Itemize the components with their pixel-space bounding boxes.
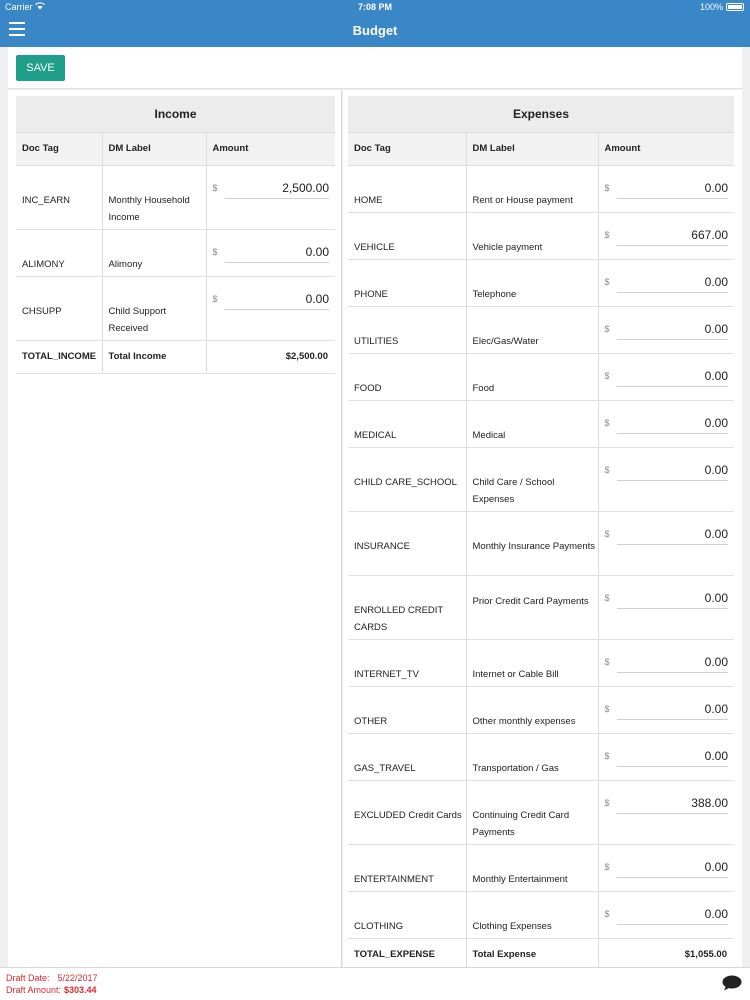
dm-label-cell: Other monthly expenses xyxy=(466,686,598,733)
amount-cell xyxy=(598,447,734,511)
dm-label-cell: Monthly Insurance Payments xyxy=(466,511,598,575)
table-row xyxy=(16,229,335,276)
amount-cell xyxy=(598,259,734,306)
draft-amount-label: Draft Amount: xyxy=(6,985,62,995)
dm-label-cell: Medical xyxy=(466,400,598,447)
currency-symbol: $ xyxy=(604,861,610,872)
dm-label-cell: Vehicle payment xyxy=(466,212,598,259)
dm-label-cell: Continuing Credit Card Payments xyxy=(466,780,598,844)
amount-input[interactable]: 0.00 xyxy=(617,524,729,545)
table-row xyxy=(348,639,734,686)
currency-symbol: $ xyxy=(604,370,610,381)
dm-label-cell: Child Support Received xyxy=(102,276,206,340)
dm-label-cell: Monthly Household Income xyxy=(102,165,206,229)
currency-symbol: $ xyxy=(604,750,610,761)
amount-input[interactable]: 0.00 xyxy=(617,904,729,925)
col-doc-tag: Doc Tag xyxy=(348,133,466,165)
amount-cell xyxy=(598,306,734,353)
doc-tag-cell: INC_EARN xyxy=(16,165,102,229)
currency-symbol: $ xyxy=(604,229,610,240)
doc-tag-cell: FOOD xyxy=(348,353,466,400)
amount-input[interactable]: 0.00 xyxy=(617,413,729,434)
dm-label-cell: Telephone xyxy=(466,259,598,306)
doc-tag-cell: INTERNET_TV xyxy=(348,639,466,686)
table-row xyxy=(16,165,335,229)
amount-cell xyxy=(598,639,734,686)
currency-symbol: $ xyxy=(604,592,610,603)
amount-cell xyxy=(206,229,335,276)
col-amount: Amount xyxy=(598,133,734,165)
table-row xyxy=(348,306,734,353)
income-table xyxy=(16,133,335,374)
table-row xyxy=(348,259,734,306)
amount-cell xyxy=(206,276,335,340)
currency-symbol: $ xyxy=(604,323,610,334)
currency-symbol: $ xyxy=(604,276,610,287)
table-row xyxy=(348,511,734,575)
doc-tag-cell: INSURANCE xyxy=(348,511,466,575)
dm-label-cell: Clothing Expenses xyxy=(466,891,598,938)
amount-cell xyxy=(598,165,734,212)
toolbar xyxy=(8,47,742,89)
battery-percent: 100% xyxy=(699,2,723,12)
doc-tag-cell: ENTERTAINMENT xyxy=(348,844,466,891)
status-battery xyxy=(700,2,744,12)
table-row xyxy=(348,780,734,844)
dm-label-cell: Child Care / School Expenses xyxy=(466,447,598,511)
dm-label-cell: Rent or House payment xyxy=(466,165,598,212)
table-row xyxy=(16,276,335,340)
save-button[interactable]: SAVE xyxy=(16,55,65,81)
amount-input[interactable]: 0.00 xyxy=(617,588,729,609)
draft-footer xyxy=(0,967,750,1000)
col-amount: Amount xyxy=(206,133,335,165)
amount-cell xyxy=(598,353,734,400)
currency-symbol: $ xyxy=(212,182,218,193)
carrier-label: Carrier xyxy=(5,2,33,12)
expenses-panel xyxy=(343,90,742,967)
table-row xyxy=(348,891,734,938)
currency-symbol: $ xyxy=(212,293,218,304)
dm-label-cell: Prior Credit Card Payments xyxy=(466,575,598,639)
table-row xyxy=(348,733,734,780)
dm-label-cell: Transportation / Gas xyxy=(466,733,598,780)
col-dm-label: DM Label xyxy=(102,133,206,165)
draft-amount xyxy=(6,985,97,995)
total-tag: TOTAL_INCOME xyxy=(16,340,102,373)
amount-input[interactable]: 0.00 xyxy=(617,319,729,340)
amount-cell xyxy=(598,780,734,844)
amount-input[interactable]: 0.00 xyxy=(617,178,729,199)
amount-input[interactable]: 0.00 xyxy=(225,289,330,310)
table-row xyxy=(348,844,734,891)
income-panel xyxy=(8,90,342,967)
amount-cell xyxy=(598,891,734,938)
amount-cell xyxy=(598,686,734,733)
amount-input[interactable]: 0.00 xyxy=(617,699,729,720)
amount-input[interactable]: 2,500.00 xyxy=(225,178,330,199)
amount-cell xyxy=(598,844,734,891)
doc-tag-cell: CHSUPP xyxy=(16,276,102,340)
expenses-table xyxy=(348,133,734,972)
status-time: 7:08 PM xyxy=(357,2,392,12)
budget-page xyxy=(0,47,750,967)
currency-symbol: $ xyxy=(604,417,610,428)
currency-symbol: $ xyxy=(604,182,610,193)
dm-label-cell: Monthly Entertainment xyxy=(466,844,598,891)
currency-symbol: $ xyxy=(604,464,610,475)
amount-cell xyxy=(598,400,734,447)
expenses-title: Expenses xyxy=(348,96,734,133)
dm-label-cell: Food xyxy=(466,353,598,400)
doc-tag-cell: HOME xyxy=(348,165,466,212)
dm-label-cell: Alimony xyxy=(102,229,206,276)
currency-symbol: $ xyxy=(604,528,610,539)
currency-symbol: $ xyxy=(604,797,610,808)
total-label: Total Expense xyxy=(466,938,598,971)
amount-input[interactable]: 388.00 xyxy=(617,793,729,814)
total-tag: TOTAL_EXPENSE xyxy=(348,938,466,971)
col-doc-tag: Doc Tag xyxy=(16,133,102,165)
total-amount: $1,055.00 xyxy=(598,938,734,971)
doc-tag-cell: UTILITIES xyxy=(348,306,466,353)
battery-icon xyxy=(726,3,744,11)
currency-symbol: $ xyxy=(604,703,610,714)
currency-symbol: $ xyxy=(604,908,610,919)
dm-label-cell: Internet or Cable Bill xyxy=(466,639,598,686)
amount-cell xyxy=(598,575,734,639)
table-row xyxy=(348,575,734,639)
doc-tag-cell: OTHER xyxy=(348,686,466,733)
table-row xyxy=(348,353,734,400)
col-dm-label: DM Label xyxy=(466,133,598,165)
table-row xyxy=(348,686,734,733)
currency-symbol: $ xyxy=(212,246,218,257)
table-row xyxy=(348,400,734,447)
draft-amount-value: $303.44 xyxy=(64,985,97,995)
doc-tag-cell: PHONE xyxy=(348,259,466,306)
amount-cell xyxy=(206,165,335,229)
doc-tag-cell: VEHICLE xyxy=(348,212,466,259)
table-row xyxy=(348,447,734,511)
draft-date xyxy=(6,973,98,983)
income-title: Income xyxy=(16,96,335,133)
amount-input[interactable]: 0.00 xyxy=(617,460,729,481)
amount-input[interactable]: 0.00 xyxy=(225,242,330,263)
doc-tag-cell: MEDICAL xyxy=(348,400,466,447)
total-label: Total Income xyxy=(102,340,206,373)
amount-input[interactable]: 0.00 xyxy=(617,857,729,878)
doc-tag-cell: CLOTHING xyxy=(348,891,466,938)
amount-cell xyxy=(598,511,734,575)
amount-input[interactable]: 0.00 xyxy=(617,652,729,673)
amount-input[interactable]: 667.00 xyxy=(617,225,729,246)
table-row xyxy=(348,212,734,259)
amount-cell xyxy=(598,733,734,780)
amount-input[interactable]: 0.00 xyxy=(617,272,729,293)
page-title: Budget xyxy=(352,23,398,38)
doc-tag-cell: EXCLUDED Credit Cards xyxy=(348,780,466,844)
table-row xyxy=(348,165,734,212)
dm-label-cell: Elec/Gas/Water xyxy=(466,306,598,353)
doc-tag-cell: ENROLLED CREDIT CARDS xyxy=(348,575,466,639)
total-row xyxy=(16,340,335,373)
total-amount: $2,500.00 xyxy=(206,340,335,373)
nav-bar xyxy=(0,15,750,47)
currency-symbol: $ xyxy=(604,656,610,667)
amount-input[interactable]: 0.00 xyxy=(617,366,729,387)
draft-date-value: 5/22/2017 xyxy=(57,973,98,983)
chat-bubble-icon[interactable] xyxy=(722,975,742,991)
amount-input[interactable]: 0.00 xyxy=(617,746,729,767)
doc-tag-cell: CHILD CARE_SCHOOL xyxy=(348,447,466,511)
status-bar xyxy=(0,0,750,15)
doc-tag-cell: GAS_TRAVEL xyxy=(348,733,466,780)
draft-date-label: Draft Date: xyxy=(6,973,50,983)
amount-cell xyxy=(598,212,734,259)
doc-tag-cell: ALIMONY xyxy=(16,229,102,276)
